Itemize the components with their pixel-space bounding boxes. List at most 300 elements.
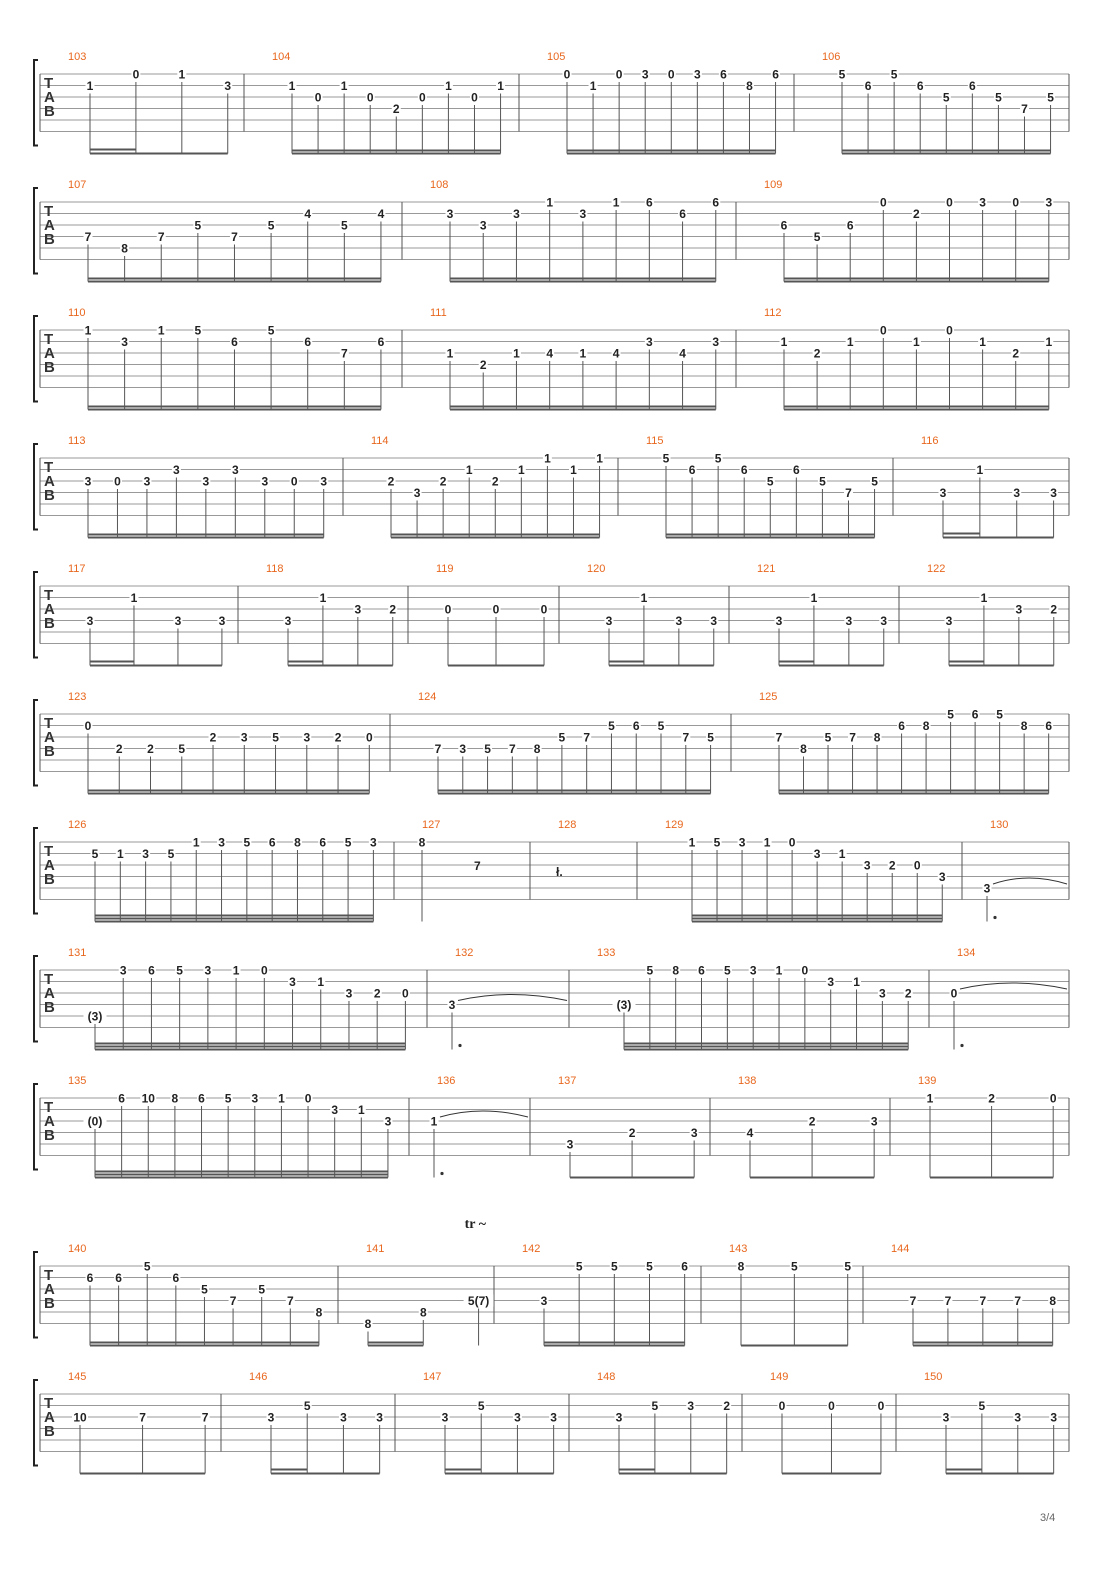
fret-number: 1 (570, 463, 577, 477)
tab-clef-letter: T (44, 587, 54, 604)
fret-number: 5 (819, 474, 826, 489)
fret-number: 5 (143, 1259, 151, 1274)
fret-number: 3 (441, 1410, 449, 1425)
tie (993, 878, 1067, 884)
fret-number: 3 (320, 474, 328, 489)
fret-number: 1 (976, 463, 984, 477)
fret-number: 0 (879, 195, 887, 210)
fret-number: 5 (167, 847, 175, 861)
fret-number: 8 (533, 742, 541, 756)
fret-number: 1 (913, 335, 920, 349)
measure-number: 135 (68, 1075, 87, 1087)
measure-number: 147 (423, 1371, 442, 1383)
fret-number: 1 (546, 195, 554, 210)
fret-number: 1 (544, 451, 551, 466)
measure-number: 119 (436, 563, 454, 575)
fret-number: 3 (376, 1410, 383, 1425)
fret-number: 3 (870, 1114, 878, 1129)
fret-number: 3 (231, 463, 239, 477)
measure-number: 113 (68, 435, 86, 447)
fret-number: 7 (231, 230, 238, 244)
fret-number: 1 (278, 1091, 285, 1106)
fret-number: 1 (612, 195, 620, 210)
fret-number: 3 (605, 614, 613, 628)
fret-number: 2 (1050, 602, 1058, 617)
fret-number: 0 (1049, 1091, 1057, 1106)
fret-number: 8 (922, 719, 930, 733)
tab-clef-letter: T (44, 1395, 54, 1412)
fret-number: 5 (942, 90, 950, 105)
fret-number: 7 (1021, 102, 1028, 116)
fret-number: 5 (344, 835, 352, 850)
fret-number: 3 (749, 963, 757, 978)
fret-number: 3 (513, 207, 520, 221)
fret-number: 5 (651, 1399, 659, 1413)
fret-number: 7 (775, 730, 783, 745)
fret-number: 6 (864, 79, 872, 93)
tab-clef-letter: B (44, 743, 55, 760)
fret-number: (3) (616, 998, 632, 1012)
fret-number: 0 (402, 986, 409, 1001)
fret-number: 0 (879, 323, 887, 338)
fret-number: 3 (514, 1410, 521, 1425)
fret-number: 1 (84, 323, 92, 338)
fret-number: 6 (916, 79, 924, 93)
fret-number: 1 (465, 463, 473, 477)
fret-number: 3 (1045, 195, 1053, 210)
fret-number: 0 (788, 835, 796, 850)
measure-number: 150 (924, 1371, 943, 1383)
measure-number: 105 (547, 51, 566, 63)
fret-number: 8 (1020, 719, 1028, 733)
measure-number: 114 (371, 435, 389, 447)
measure-number: 146 (249, 1371, 268, 1383)
fret-number: 1 (838, 847, 846, 861)
fret-number: 8 (737, 1259, 745, 1274)
measure-number: 127 (422, 819, 441, 831)
fret-number: 3 (446, 207, 454, 221)
tab-clef-letter: A (44, 1113, 55, 1130)
tab-clef-letter: B (44, 359, 55, 376)
fret-number: 1 (763, 835, 771, 850)
fret-number: 3 (1013, 486, 1021, 500)
fret-number: 1 (178, 67, 186, 82)
fret-number: 1 (980, 591, 988, 605)
fret-number: 3 (289, 975, 296, 989)
measure-number: 129 (665, 819, 684, 831)
fret-number: 2 (491, 474, 499, 489)
fret-number: 6 (681, 1259, 688, 1274)
fret-number: 0 (132, 67, 140, 82)
fret-number: 5 (608, 719, 615, 733)
fret-number: 2 (334, 730, 342, 745)
tab-clef-letter: A (44, 601, 55, 618)
measure-number: 144 (891, 1243, 910, 1255)
tab-clef-letter: B (44, 999, 55, 1016)
fret-number: 1 (513, 346, 520, 361)
fret-number: 0 (946, 323, 953, 338)
fret-number: 0 (366, 90, 374, 105)
fret-number: 1 (589, 79, 597, 93)
fret-number: 2 (988, 1091, 995, 1106)
system-bracket (34, 1252, 38, 1338)
fret-number: 1 (430, 1114, 438, 1129)
measure-number: 120 (587, 563, 606, 575)
fret-number: 4 (612, 346, 620, 361)
fret-number: 3 (880, 614, 888, 628)
fret-number: 1 (116, 847, 124, 861)
fret-number: 3 (1050, 1410, 1058, 1425)
tab-clef-letter: B (44, 871, 55, 888)
tab-clef-letter: A (44, 729, 55, 746)
tab-clef-letter: T (44, 843, 54, 860)
fret-number: 7 (340, 346, 348, 361)
fret-number: 0 (84, 719, 92, 733)
fret-number: 2 (115, 742, 123, 756)
fret-number: 3 (939, 486, 947, 500)
fret-number: 7 (84, 230, 92, 244)
fret-number: 10 (141, 1091, 155, 1106)
fret-number: 3 (86, 614, 94, 628)
fret-number: 8 (746, 79, 753, 93)
fret-number: 6 (115, 1271, 122, 1285)
tab-clef-letter: B (44, 1127, 55, 1144)
fret-number: 3 (261, 474, 269, 489)
fret-number: 5 (890, 67, 898, 82)
system-bracket (34, 572, 38, 658)
fret-number: 7 (286, 1294, 294, 1308)
fret-number: 6 (698, 963, 705, 978)
fret-number: 5 (978, 1399, 986, 1413)
fret-number: 3 (267, 1410, 275, 1425)
tab-clef-letter: B (44, 231, 55, 248)
fret-number: 3 (204, 963, 212, 978)
fret-number: 5 (724, 963, 731, 978)
fret-number: 6 (846, 218, 854, 233)
fret-number: 3 (119, 963, 127, 978)
fret-number: 6 (688, 463, 696, 477)
fret-number: 6 (172, 1271, 180, 1285)
fret-number: 8 (121, 241, 128, 256)
fret-number: 5 (947, 707, 954, 722)
fret-number: 6 (772, 67, 779, 82)
fret-number: 3 (694, 67, 701, 82)
fret-number: 5 (662, 451, 670, 466)
measure-number: 149 (770, 1371, 789, 1383)
measure-number: 142 (522, 1243, 541, 1255)
fret-number: 3 (345, 986, 353, 1001)
fret-number: 6 (969, 79, 976, 93)
fret-number: 2 (1012, 346, 1020, 361)
fret-number: 8 (419, 1305, 427, 1320)
fret-number: 5 (714, 451, 722, 466)
fret-number: 3 (579, 207, 587, 221)
fret-number: 1 (497, 79, 504, 93)
fret-number: 5(7) (467, 1294, 490, 1308)
fret-number: 3 (942, 1410, 950, 1425)
fret-number: 0 (365, 730, 373, 745)
fret-number: 8 (418, 835, 426, 850)
fret-number: 2 (209, 730, 217, 745)
fret-number: 3 (174, 614, 182, 628)
fret-number: 5 (477, 1399, 485, 1413)
fret-number: 5 (267, 218, 275, 233)
fret-number: 3 (645, 335, 653, 349)
fret-number: 5 (766, 474, 774, 489)
fret-number: 0 (260, 963, 268, 978)
fret-number: 4 (679, 346, 686, 361)
fret-number: 7 (508, 742, 516, 756)
fret-number: 5 (243, 835, 251, 850)
fret-number: 8 (1049, 1294, 1057, 1308)
fret-number: 2 (888, 858, 896, 873)
fret-number: 6 (712, 195, 720, 210)
fret-number: 1 (853, 975, 860, 989)
fret-number: 0 (778, 1399, 786, 1413)
dot (993, 916, 996, 919)
fret-number: 0 (314, 90, 322, 105)
fret-number: 4 (746, 1126, 754, 1140)
fret-number: 7 (1014, 1294, 1022, 1308)
tab-clef-letter: A (44, 857, 55, 874)
fret-number: 5 (340, 218, 348, 233)
fret-number: 2 (913, 207, 920, 221)
measure-number: 128 (558, 819, 577, 831)
fret-number: 3 (540, 1294, 548, 1308)
fret-number: 7 (583, 730, 591, 745)
measure-number: 106 (822, 51, 841, 63)
fret-number: 3 (945, 614, 953, 628)
measure-number: 121 (757, 563, 776, 575)
fret-number: 2 (723, 1399, 731, 1413)
fret-number: 6 (780, 218, 788, 233)
fret-number: 7 (849, 730, 856, 745)
tie (458, 995, 567, 1001)
fret-number: 6 (377, 335, 385, 349)
fret-number: 6 (1045, 719, 1053, 733)
fret-number: 7 (157, 230, 165, 244)
fret-number: 1 (86, 79, 94, 93)
measure-number: 137 (558, 1075, 577, 1087)
fret-number: 3 (979, 195, 986, 210)
fret-number: 1 (288, 79, 296, 93)
measure-number: 125 (759, 691, 778, 703)
fret-number: 5 (176, 963, 183, 978)
fret-number: 4 (546, 346, 554, 361)
fret-number: 2 (813, 346, 821, 361)
fret-number: 3 (690, 1126, 698, 1140)
tab-clef-letter: A (44, 89, 55, 106)
fret-number: 0 (877, 1399, 885, 1413)
fret-number: 3 (173, 463, 180, 477)
fret-number: 3 (303, 730, 311, 745)
fret-number: 6 (679, 207, 686, 221)
fret-number: 3 (142, 847, 149, 861)
quarter-rest: ł. (556, 865, 563, 879)
measure-number: 118 (266, 563, 284, 575)
trill-mark: tr ~ (464, 1217, 486, 1232)
fret-number: 3 (675, 614, 683, 628)
system-bracket (34, 1084, 38, 1170)
fret-number: 6 (86, 1271, 94, 1285)
fret-number: 2 (147, 742, 154, 756)
fret-number: 5 (272, 730, 279, 745)
fret-number: 5 (558, 730, 566, 745)
fret-number: 1 (596, 451, 603, 466)
fret-number: 1 (579, 346, 587, 361)
fret-number: 3 (84, 474, 92, 489)
measure-number: 123 (68, 691, 87, 703)
fret-number: 2 (628, 1126, 636, 1140)
fret-number: 2 (387, 474, 395, 489)
fret-number: 1 (926, 1091, 934, 1106)
measure-number: 124 (418, 691, 437, 703)
fret-number: 5 (303, 1399, 311, 1413)
measure-number: 112 (764, 307, 782, 319)
fret-number: 0 (950, 986, 958, 1001)
fret-number: 3 (240, 730, 248, 745)
fret-number: 3 (827, 975, 835, 989)
fret-number: 6 (231, 335, 238, 349)
measure-number: 136 (437, 1075, 456, 1087)
fret-number: 0 (563, 67, 571, 82)
measure-number: 133 (597, 947, 616, 959)
measure-number: 130 (990, 819, 1009, 831)
fret-number: 3 (1014, 1410, 1022, 1425)
fret-number: 0 (946, 195, 953, 210)
fret-number: 5 (91, 847, 99, 861)
fret-number: 3 (1050, 486, 1057, 500)
tab-clef-letter: T (44, 459, 54, 476)
fret-number: 7 (201, 1410, 209, 1425)
measure-number: 138 (738, 1075, 757, 1087)
fret-number: 3 (448, 998, 456, 1012)
fret-number: 5 (707, 730, 714, 745)
tab-clef-letter: B (44, 1295, 55, 1312)
fret-number: 3 (738, 835, 746, 850)
fret-number: 1 (357, 1103, 365, 1117)
fret-number: 3 (251, 1091, 259, 1106)
fret-number: 3 (712, 335, 720, 349)
fret-number: 1 (518, 463, 525, 477)
measure-number: 117 (68, 563, 86, 575)
system-bracket (34, 828, 38, 914)
fret-number: 10 (73, 1410, 87, 1425)
measure-number: 104 (272, 51, 291, 63)
fret-number: 6 (319, 835, 327, 850)
fret-number: 1 (979, 335, 986, 349)
tab-clef-letter: T (44, 331, 54, 348)
fret-number: 6 (898, 719, 905, 733)
system-bracket (34, 1380, 38, 1466)
measure-number: 131 (68, 947, 87, 959)
tie (960, 983, 1067, 989)
tab-clef-letter: A (44, 985, 55, 1002)
measure-number: 108 (430, 179, 449, 191)
fret-number: 5 (871, 474, 878, 489)
eighth-rest: 7 (474, 859, 481, 873)
fret-number: 0 (913, 858, 921, 873)
fret-number: 5 (646, 1259, 653, 1274)
fret-number: 3 (641, 67, 649, 82)
fret-number: 8 (171, 1091, 179, 1106)
fret-number: 3 (813, 847, 821, 861)
fret-number: 8 (873, 730, 881, 745)
system-bracket (34, 444, 38, 530)
measure-number: 115 (646, 435, 664, 447)
tab-clef-letter: T (44, 715, 54, 732)
dot (440, 1172, 443, 1175)
fret-number: 5 (824, 730, 832, 745)
tab-clef-letter: A (44, 345, 55, 362)
fret-number: 3 (879, 986, 886, 1001)
measure-number: 139 (918, 1075, 937, 1087)
fret-number: 5 (838, 67, 846, 82)
fret-number: 0 (114, 474, 121, 489)
measure-number: 116 (921, 435, 939, 447)
system-bracket (34, 60, 38, 146)
dot (458, 1044, 461, 1047)
measure-number: 141 (366, 1243, 385, 1255)
tab-clef-letter: A (44, 217, 55, 234)
fret-number: 3 (459, 742, 467, 756)
fret-number: 6 (971, 707, 979, 722)
fret-number: 4 (304, 207, 312, 221)
fret-number: 3 (1015, 602, 1023, 617)
fret-number: 2 (808, 1114, 816, 1129)
fret-number: 1 (317, 975, 325, 989)
fret-number: 0 (828, 1399, 835, 1413)
fret-number: 5 (1047, 90, 1054, 105)
fret-number: 3 (983, 881, 991, 896)
tab-clef-letter: T (44, 971, 54, 988)
fret-number: 3 (331, 1103, 339, 1117)
fret-number: 5 (201, 1282, 208, 1297)
measure-number: 107 (68, 179, 87, 191)
fret-number: 3 (218, 835, 225, 850)
fret-number: 3 (550, 1410, 557, 1425)
fret-number: 5 (267, 323, 275, 338)
fret-number: 5 (996, 707, 1003, 722)
fret-number: 3 (143, 474, 151, 489)
fret-number: 2 (904, 986, 912, 1001)
measure-number: 109 (764, 179, 783, 191)
fret-number: 3 (413, 486, 421, 500)
tie (440, 1111, 528, 1117)
fret-number: 0 (1012, 195, 1020, 210)
system-bracket (34, 956, 38, 1042)
fret-number: 5 (657, 719, 665, 733)
fret-number: 3 (340, 1410, 347, 1425)
tab-clef-letter: T (44, 1099, 54, 1116)
fret-number: 3 (687, 1399, 695, 1413)
fret-number: 5 (194, 323, 202, 338)
fret-number: 0 (444, 602, 452, 617)
fret-number: 1 (780, 335, 788, 349)
fret-number: 2 (373, 986, 381, 1001)
fret-number: 6 (720, 67, 727, 82)
fret-number: 5 (224, 1091, 232, 1106)
fret-number: 0 (290, 474, 298, 489)
fret-number: 5 (813, 230, 821, 244)
fret-number: 5 (995, 90, 1002, 105)
fret-number: 1 (810, 591, 818, 605)
fret-number: 1 (846, 335, 854, 349)
fret-number: 3 (710, 614, 718, 628)
tab-clef-letter: T (44, 203, 54, 220)
fret-number: 1 (340, 79, 348, 93)
fret-number: 1 (775, 963, 783, 978)
